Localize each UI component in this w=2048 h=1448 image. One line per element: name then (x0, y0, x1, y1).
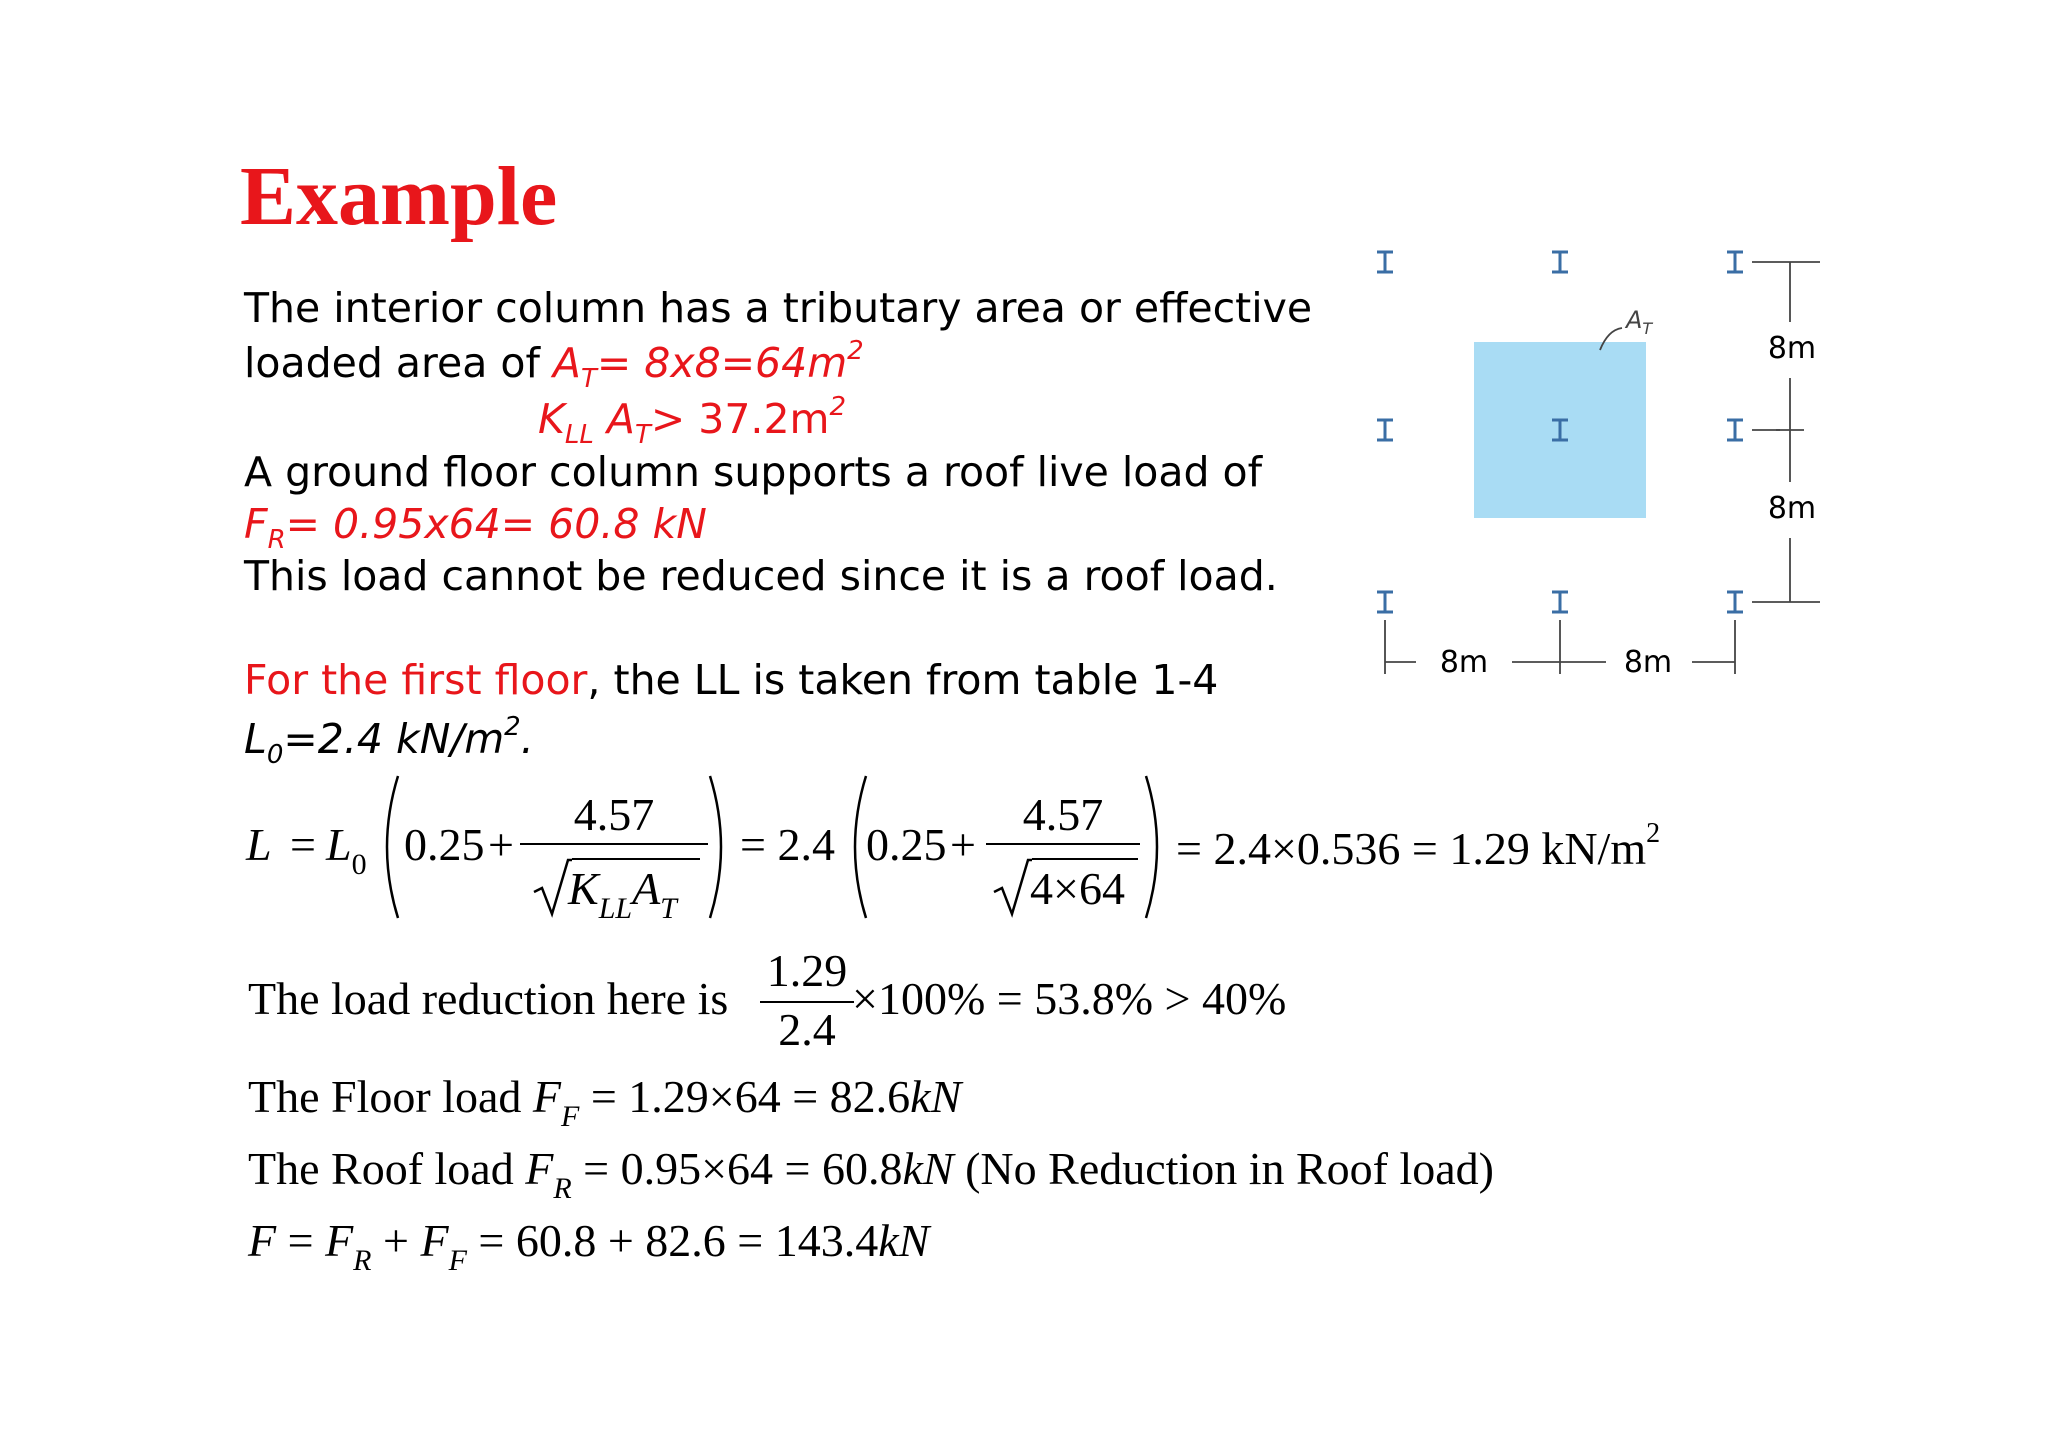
kll-at-subscript: T (634, 420, 651, 450)
floor-load-symbol: F (532, 1071, 562, 1122)
left-paren-1 (372, 772, 402, 922)
total-equals: = (276, 1215, 326, 1266)
eq-result-value: = 2.4×0.536 = 1.29 kN/m (1176, 823, 1647, 874)
first-floor-rest: , the LL is taken from table 1-4 (587, 656, 1219, 704)
fr-subscript: R (267, 525, 286, 555)
intro-line-1: The interior column has a tributary area or effective (244, 284, 1313, 332)
roof-load-label: The Roof load (248, 1143, 526, 1194)
dim-vertical-1: 8m (1767, 331, 1817, 366)
total-FF: F (420, 1215, 449, 1266)
kll-subscript: LL (564, 420, 594, 450)
total-FR-subscript: R (353, 1244, 372, 1277)
floor-load-subscript: F (561, 1100, 580, 1133)
eq-plus-1: + (488, 819, 514, 870)
roof-load-value: = 0.95×64 = 60.8 (571, 1143, 903, 1194)
l0-symbol: L (244, 715, 267, 763)
column-icon (1727, 420, 1743, 440)
eq-L0-subscript: 0 (351, 848, 367, 881)
sqrt-2-bar (1032, 858, 1138, 860)
reduction-numerator: 1.29 (766, 945, 848, 996)
sqrt-1-icon (532, 858, 572, 918)
kll-symbol: K (538, 395, 565, 443)
fr-symbol: F (244, 500, 268, 548)
den1-a-sub: T (660, 892, 677, 925)
total-value: = 60.8 + 82.6 = 143.4 (466, 1215, 879, 1266)
fraction-1-denominator (568, 862, 677, 926)
eq-plus-2: + (950, 819, 976, 870)
intro-line-2-prefix: loaded area of (244, 339, 553, 387)
den1-k-sub: LL (598, 892, 633, 925)
fraction-1-bar (520, 843, 708, 845)
roof-load-symbol: F (525, 1143, 554, 1194)
kll-value: > 37.2m (650, 395, 830, 443)
eq-equals-2: = 2.4 (740, 819, 835, 870)
vertical-dimension-lines (1752, 262, 1820, 602)
floor-load-line (248, 1070, 961, 1134)
horizontal-dimension-lines (1385, 620, 1735, 674)
eq-equals-1: = (290, 819, 316, 870)
column-icon (1377, 592, 1393, 612)
kll-at-symbol: A (606, 395, 635, 443)
first-floor-highlight: For the first floor (244, 656, 588, 704)
intro-line-6: This load cannot be reduced since it is a roof load. (244, 552, 1278, 600)
eq-const-2: 0.25 (866, 819, 947, 870)
fraction-2-numerator: 4.57 (1022, 789, 1104, 840)
total-F: F (248, 1215, 277, 1266)
floor-load-label: The Floor load (248, 1071, 533, 1122)
slide-title: Example (240, 150, 558, 243)
column-grid (1377, 252, 1743, 612)
eq-L: L (246, 819, 272, 870)
roof-load-unit: kN (902, 1143, 954, 1194)
reduction-result: ×100% = 53.8% > 40% (852, 973, 1287, 1024)
at-superscript: 2 (847, 336, 864, 366)
kll-superscript: 2 (829, 392, 847, 422)
fraction-2-bar (986, 843, 1140, 845)
floor-load-unit: kN (910, 1071, 962, 1122)
floor-load-value: = 1.29×64 = 82.6 (579, 1071, 911, 1122)
fr-value: = 0.95x64= 60.8 kN (285, 500, 707, 548)
sqrt-1-bar (572, 858, 700, 860)
l0-period: . (520, 715, 534, 763)
den1-k: K (568, 863, 599, 914)
first-floor-line (244, 656, 1218, 704)
intro-line-4: A ground floor column supports a roof live load of (244, 448, 1263, 496)
l0-subscript: 0 (266, 740, 284, 770)
total-load-line (248, 1214, 929, 1278)
eq-L0-symbol: L (326, 819, 352, 870)
total-unit: kN (878, 1215, 930, 1266)
roof-load-value (244, 500, 707, 555)
roof-load-note: (No Reduction in Roof load) (953, 1143, 1495, 1194)
column-icon (1552, 592, 1568, 612)
total-FR: F (325, 1215, 354, 1266)
total-FF-subscript: F (448, 1244, 467, 1277)
eq-result-superscript: 2 (1646, 818, 1661, 849)
dim-horizontal-1: 8m (1439, 645, 1489, 680)
eq-result (1176, 818, 1660, 875)
at-subscript: T (580, 364, 597, 394)
reduction-denominator: 2.4 (778, 1004, 836, 1055)
den1-a: A (632, 863, 661, 914)
eq-L0 (326, 818, 367, 882)
l0-number: =2.4 kN/m (283, 715, 505, 763)
dim-vertical-2: 8m (1767, 491, 1817, 526)
total-plus: + (371, 1215, 421, 1266)
fraction-2-denominator: 4×64 (1030, 863, 1125, 914)
right-paren-2 (1142, 772, 1172, 922)
l0-superscript: 2 (504, 712, 521, 742)
column-icon (1377, 420, 1393, 440)
column-grid-diagram (1360, 230, 1840, 690)
intro-line-2 (244, 336, 864, 394)
reduction-fraction (760, 944, 854, 1056)
at-value: = 8x8=64m (596, 339, 848, 387)
column-icon (1377, 252, 1393, 272)
column-icon (1727, 592, 1743, 612)
roof-load-subscript: R (553, 1172, 572, 1205)
column-icon (1727, 252, 1743, 272)
right-paren-1 (706, 772, 736, 922)
roof-load-line (248, 1142, 1494, 1206)
sqrt-2-icon (992, 858, 1032, 918)
tributary-area-value (552, 336, 864, 394)
reduction-label: The load reduction here is (248, 973, 729, 1024)
fraction-1 (520, 788, 708, 845)
l0-value (244, 712, 534, 770)
at-symbol: A (552, 339, 581, 387)
area-label: $A_T$ (1626, 306, 1653, 338)
fraction-1-numerator: 4.57 (573, 789, 655, 840)
fraction-2 (986, 788, 1140, 845)
dim-horizontal-2: 8m (1623, 645, 1673, 680)
column-icon (1552, 252, 1568, 272)
eq-const-1: 0.25 (404, 819, 485, 870)
kll-condition (538, 392, 846, 450)
